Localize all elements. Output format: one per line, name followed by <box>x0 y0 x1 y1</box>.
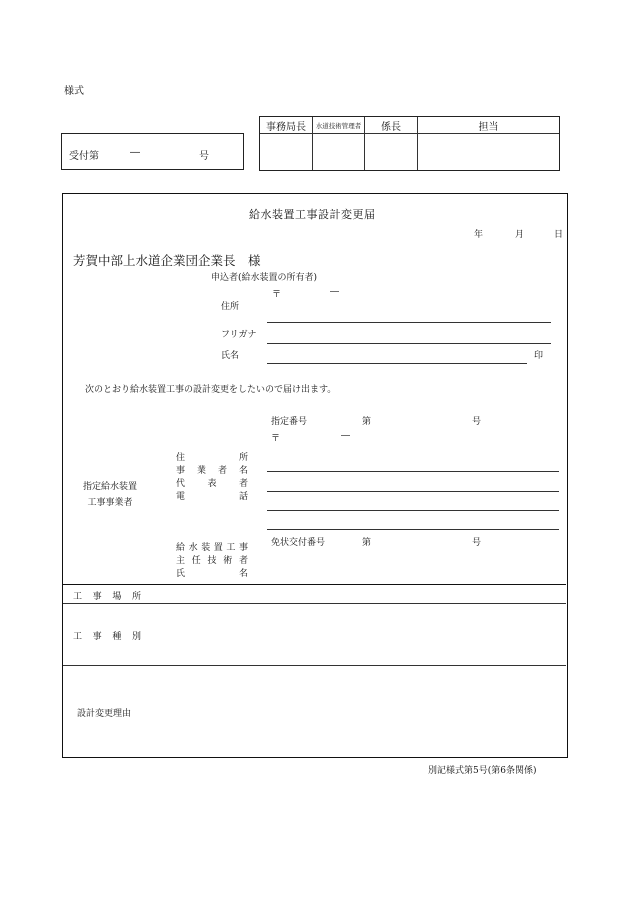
form-title: 給水装置工事設計変更届 <box>249 208 376 221</box>
work-location-label: 工 事 場 所 <box>73 592 141 602</box>
contractor-phone-field[interactable] <box>267 529 559 530</box>
receipt-suffix: 号 <box>199 151 209 162</box>
applicant-postal-dash: ― <box>330 287 339 297</box>
contractor-section-label: 指定給水装置 工事事業者 <box>82 482 137 508</box>
name-label: 氏名 <box>221 351 240 361</box>
addressee: 芳賀中部上水道企業団企業長 様 <box>73 253 261 268</box>
stamp-cell-staff[interactable] <box>418 134 559 170</box>
stamp-cell-chief[interactable] <box>365 134 417 170</box>
field-representative-label: 代 表 者 <box>176 479 248 489</box>
name-field[interactable] <box>267 363 527 364</box>
date-month: 月 <box>515 230 525 240</box>
seal-label: 印 <box>534 351 544 361</box>
stamp-cell-water-manager[interactable] <box>313 134 364 170</box>
license-dai: 第 <box>362 538 372 548</box>
field-business-label: 事 業 者 名 <box>176 466 248 476</box>
approval-header-staff: 担当 <box>478 121 499 133</box>
applicant-label: 申込者(給水装置の所有者) <box>211 273 318 283</box>
work-location-field[interactable] <box>153 586 563 602</box>
approval-header-chief: 係長 <box>381 121 401 133</box>
furigana-field[interactable] <box>267 343 551 344</box>
main-form <box>62 193 568 758</box>
applicant-postal-field[interactable] <box>285 286 325 298</box>
furigana-label: フリガナ <box>221 330 257 340</box>
contractor-postal-mark: 〒 <box>271 434 281 444</box>
work-type-field[interactable] <box>153 606 563 664</box>
date-day: 日 <box>554 230 564 240</box>
receipt-label: 受付第 <box>69 151 99 162</box>
contractor-field-labels <box>176 452 248 504</box>
receipt-dash: ― <box>130 147 140 158</box>
contractor-business-field[interactable] <box>267 491 559 492</box>
field-phone-label: 電 話 <box>176 492 248 502</box>
receipt-box <box>61 133 244 170</box>
reason-field[interactable] <box>153 668 563 753</box>
date-year: 年 <box>474 230 484 240</box>
address-field[interactable] <box>267 322 551 323</box>
license-label: 免状交付番号 <box>271 538 326 548</box>
approval-header-director: 事務局長 <box>266 121 306 133</box>
contractor-representative-field[interactable] <box>267 510 559 511</box>
work-type-label: 工 事 種 別 <box>73 632 141 642</box>
designation-go: 号 <box>472 417 482 427</box>
license-go: 号 <box>472 538 482 548</box>
address-label: 住所 <box>221 302 240 312</box>
approval-table <box>259 116 560 171</box>
engineer-label: 給 水 装 置 工 事 主 任 技 術 者 氏 名 <box>176 543 248 579</box>
statement: 次のとおり給水装置工事の設計変更をしたいので届け出ます。 <box>85 385 337 395</box>
form-label: 様式 <box>64 86 84 97</box>
designation-dai: 第 <box>362 417 372 427</box>
contractor-address-field[interactable] <box>267 471 559 472</box>
approval-header-water-manager: 水道技術管理者 <box>315 121 362 130</box>
reason-label: 設計変更理由 <box>77 709 132 719</box>
designation-number-field[interactable] <box>377 413 467 425</box>
designation-label: 指定番号 <box>271 417 308 427</box>
license-number-field[interactable] <box>377 534 467 546</box>
field-address-label: 住 所 <box>176 453 248 463</box>
footer-note: 別記様式第5号(第6条関係) <box>428 766 537 776</box>
stamp-cell-director[interactable] <box>260 134 312 170</box>
contractor-postal-dash: ― <box>341 431 350 441</box>
applicant-postal-mark: 〒 <box>272 290 282 300</box>
